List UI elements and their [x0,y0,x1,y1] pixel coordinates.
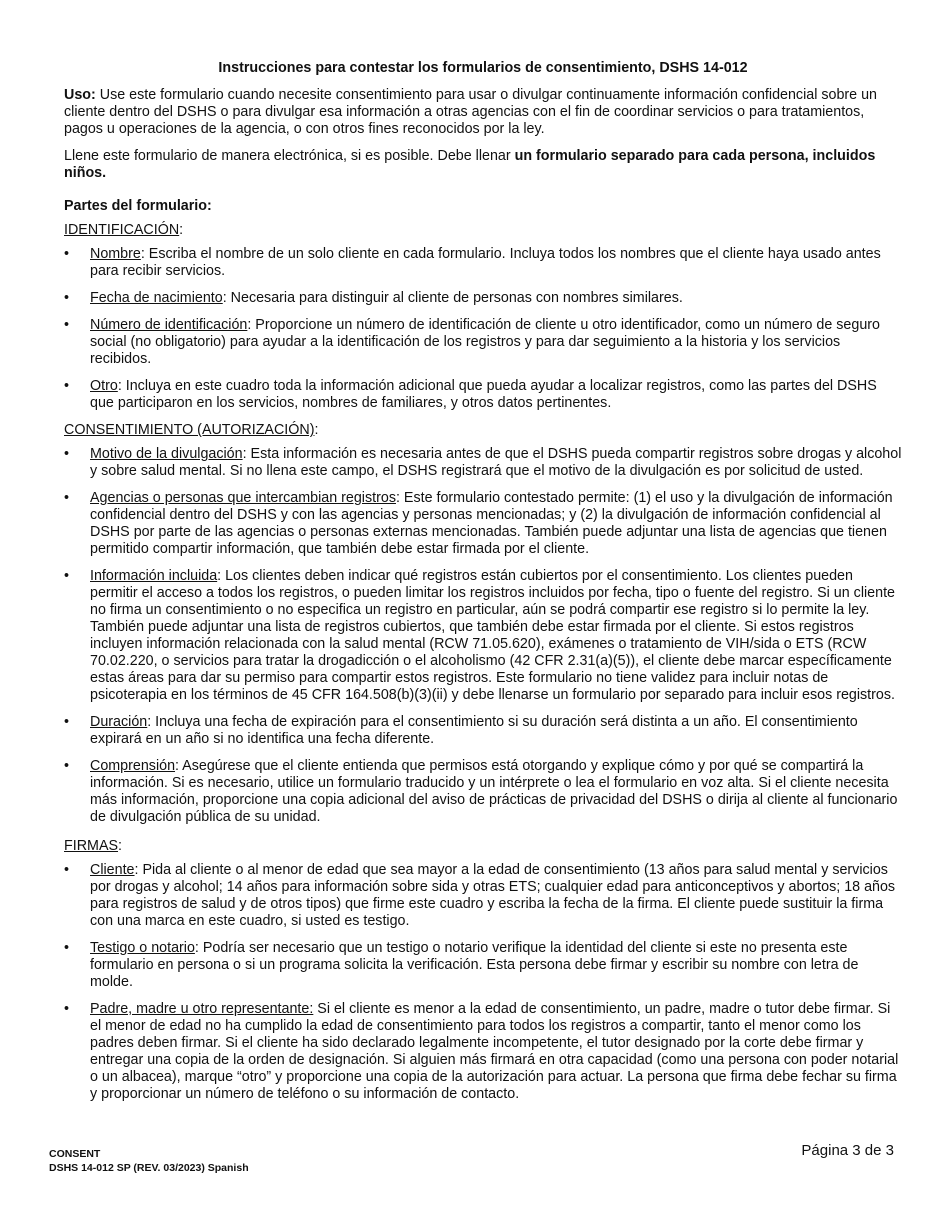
list-item [64,446,902,480]
bullet-icon: • [64,378,70,394]
partes-heading: Partes del formulario: [64,198,212,214]
item-term: Motivo de la divulgación [90,446,243,462]
identificacion-heading [64,222,902,239]
item-text: : Proporcione un número de identificación de cliente u otro identificador, como un número de seguro social (no obligatorio) para ayudar a la identificación de los registros y para dar seguimiento a la historia y los servicios recibidos. [90,317,880,367]
item-text: : Los clientes deben indicar qué registros están cubiertos por el consentimiento. Los clientes pueden permitir el acceso a todos los registros, o pueden limitar los registros incluidos por fecha, tipo o fuente del registro. Si un cliente no firma un consentimiento o no especifica un registro en particular, aún se podrá compartir ese registro si lo permite la ley. También puede adjuntar una lista de registros cubiertos, que también debe estar firmada por el cliente. Si estos registros incluyen información relacionada con la salud mental (RCW 71.05.620), exámenes o tratamiento de VIH/sida o ETS (RCW 70.02.220, o servicios para tratar la drogadicción o el alcoholismo (42 CFR 2.31(a)(5)), el cliente debe marcar específicamente estas áreas para dar su permiso para compartir estos registros. Este formulario no tiene validez para incluir notas de psicoterapia en los términos de 45 CFR 164.508(b)(3)(ii) y debe llenarse un formulario por separado para incluir esos registros. [90,568,896,703]
bullet-icon: • [64,1001,70,1017]
list-item [64,378,902,412]
item-term: Otro [90,378,118,394]
identificacion-heading-text: IDENTIFICACIÓN [64,222,180,238]
item-term: Número de identificación [90,317,248,333]
heading-colon: : [118,838,122,854]
llene-paragraph [64,148,902,182]
list-item [64,758,902,826]
list-item [64,568,902,704]
list-item [64,317,902,368]
bullet-icon: • [64,940,70,956]
item-text: : Este formulario contestado permite: (1) el uso y la divulgación de información confidencial dentro del DSHS y con las agencias y personas mencionadas; y (2) la divulgación de información confidencial al DSHS por parte de las agencias o personas externas mencionadas. También puede adjuntar una lista de agencias que tienen permitido compartir información, que también debe estar firmada por el cliente. [90,490,893,557]
list-item [64,862,902,930]
uso-paragraph [64,87,902,138]
list-item [64,940,902,991]
document-title: Instrucciones para contestar los formularios de consentimiento, DSHS 14-012 [218,60,748,76]
item-text: : Podría ser necesario que un testigo o notario verifique la identidad del cliente si este no presenta este formulario en persona o si un programa solicita la verificación. Esta persona debe firmar y escribir su nombre con letra de molde. [90,940,859,990]
item-text: : Incluya una fecha de expiración para el consentimiento si su duración será distinta a un año. El consentimiento expirará en un año si no identifica una fecha diferente. [90,714,858,747]
item-text: : Asegúrese que el cliente entienda que permisos está otorgando y explique cómo y por qué se compartirá la información. Si es necesario, utilice un formulario traducido y un intérprete o lea el formulario en voz alta. Si el cliente necesita más información, proporcione una copia adicional del aviso de prácticas de privacidad del DSHS o dirija al cliente al funcionario de divulgación pública de su unidad. [90,758,898,825]
item-term: Cliente [90,862,135,878]
item-term: Comprensión [90,758,176,774]
firmas-heading [64,838,902,855]
item-term: Información incluida [90,568,218,584]
item-term: Nombre [90,246,141,262]
identificacion-list [64,246,902,412]
bullet-icon: • [64,714,70,730]
item-term: Fecha de nacimiento [90,290,223,306]
item-text: : Necesaria para distinguir al cliente de personas con nombres similares. [222,290,683,306]
item-term: Duración [90,714,148,730]
uso-text: Use este formulario cuando necesite consentimiento para usar o divulgar continuamente información confidencial sobre un cliente dentro del DSHS o para divulgar esa información a otras agencias con el fin de coordinar servicios o para tratamientos, pagos u operaciones de la agencia, o con otros fines reconocidos por la ley. [64,87,877,137]
bullet-icon: • [64,568,70,584]
footer-consent: CONSENT [49,1148,101,1160]
bullet-icon: • [64,758,70,774]
bullet-icon: • [64,490,70,506]
item-term: Testigo o notario [90,940,195,956]
item-text: : Esta información es necesaria antes de que el DSHS pueda compartir registros sobre drogas y alcohol y sobre salud mental. Si no llena este campo, el DSHS registrará que el motivo de la divulgación es por solicitud de usted. [90,446,902,479]
list-item [64,1001,902,1103]
item-text: : Incluya en este cuadro toda la información adicional que pueda ayudar a localizar registros, como las partes del DSHS que participaron en los servicios, nombres de familiares, y otros datos pertinentes. [90,378,877,411]
item-text: : Pida al cliente o al menor de edad que sea mayor a la edad de consentimiento (13 años para salud mental y servicios por drogas y alcohol; 14 años para información sobre sida y otras ETS; cualquier edad para anticonceptivos y abortos; 18 años para registros de salud y de otros tipos) que firme este cuadro y escriba la fecha de la firma. El cliente puede sustituir la firma con una marca en este cuadro, si usted es testigo. [90,862,896,929]
bullet-icon: • [64,246,70,262]
heading-colon: : [179,222,184,238]
item-term: Padre, madre u otro representante: [90,1001,314,1017]
form-id-footer [49,1147,249,1175]
llene-bold: un formulario separado para cada persona, incluidos niños. [64,148,876,181]
list-item [64,714,902,748]
list-item [64,290,902,307]
bullet-icon: • [64,290,70,306]
uso-label: Uso: [64,87,96,103]
consentimiento-heading [64,422,902,439]
firmas-heading-text: FIRMAS [64,838,119,854]
consentimiento-list [64,446,902,826]
list-item [64,246,902,280]
page-number: Página 3 de 3 [801,1142,894,1159]
firmas-list [64,862,902,1103]
item-term: Agencias o personas que intercambian registros [90,490,396,506]
bullet-icon: • [64,317,70,333]
heading-colon: : [314,422,319,438]
bullet-icon: • [64,446,70,462]
bullet-icon: • [64,862,70,878]
item-text: : Escriba el nombre de un solo cliente en cada formulario. Incluya todos los nombres que el cliente haya usado antes para recibir servicios. [90,246,881,279]
llene-text: Llene este formulario de manera electrónica, si es posible. Debe llenar [64,148,515,164]
consentimiento-heading-text: CONSENTIMIENTO (AUTORIZACIÓN) [64,422,315,438]
item-text: Si el cliente es menor a la edad de consentimiento, un padre, madre o tutor debe firmar. Si el menor de edad no ha cumplido la edad de consentimiento para todos los registros a compartir, tanto el menor como los padres deben firmar. Si el cliente ha sido declarado legalmente incompetente, el tutor designado por la corte debe firmar y entregar una copia de la orden de designación. Si alguien más firmará en otra capacidad (como una persona con poder notarial o un albacea), marque “otro” y proporcione una copia de la autorización para actuar. La persona que firma debe fechar su firma y proporcionar un número de teléfono o su información de contacto. [90,1001,899,1102]
list-item [64,490,902,558]
document-page [64,60,902,1113]
footer-form-number: DSHS 14-012 SP (REV. 03/2023) Spanish [49,1162,249,1174]
